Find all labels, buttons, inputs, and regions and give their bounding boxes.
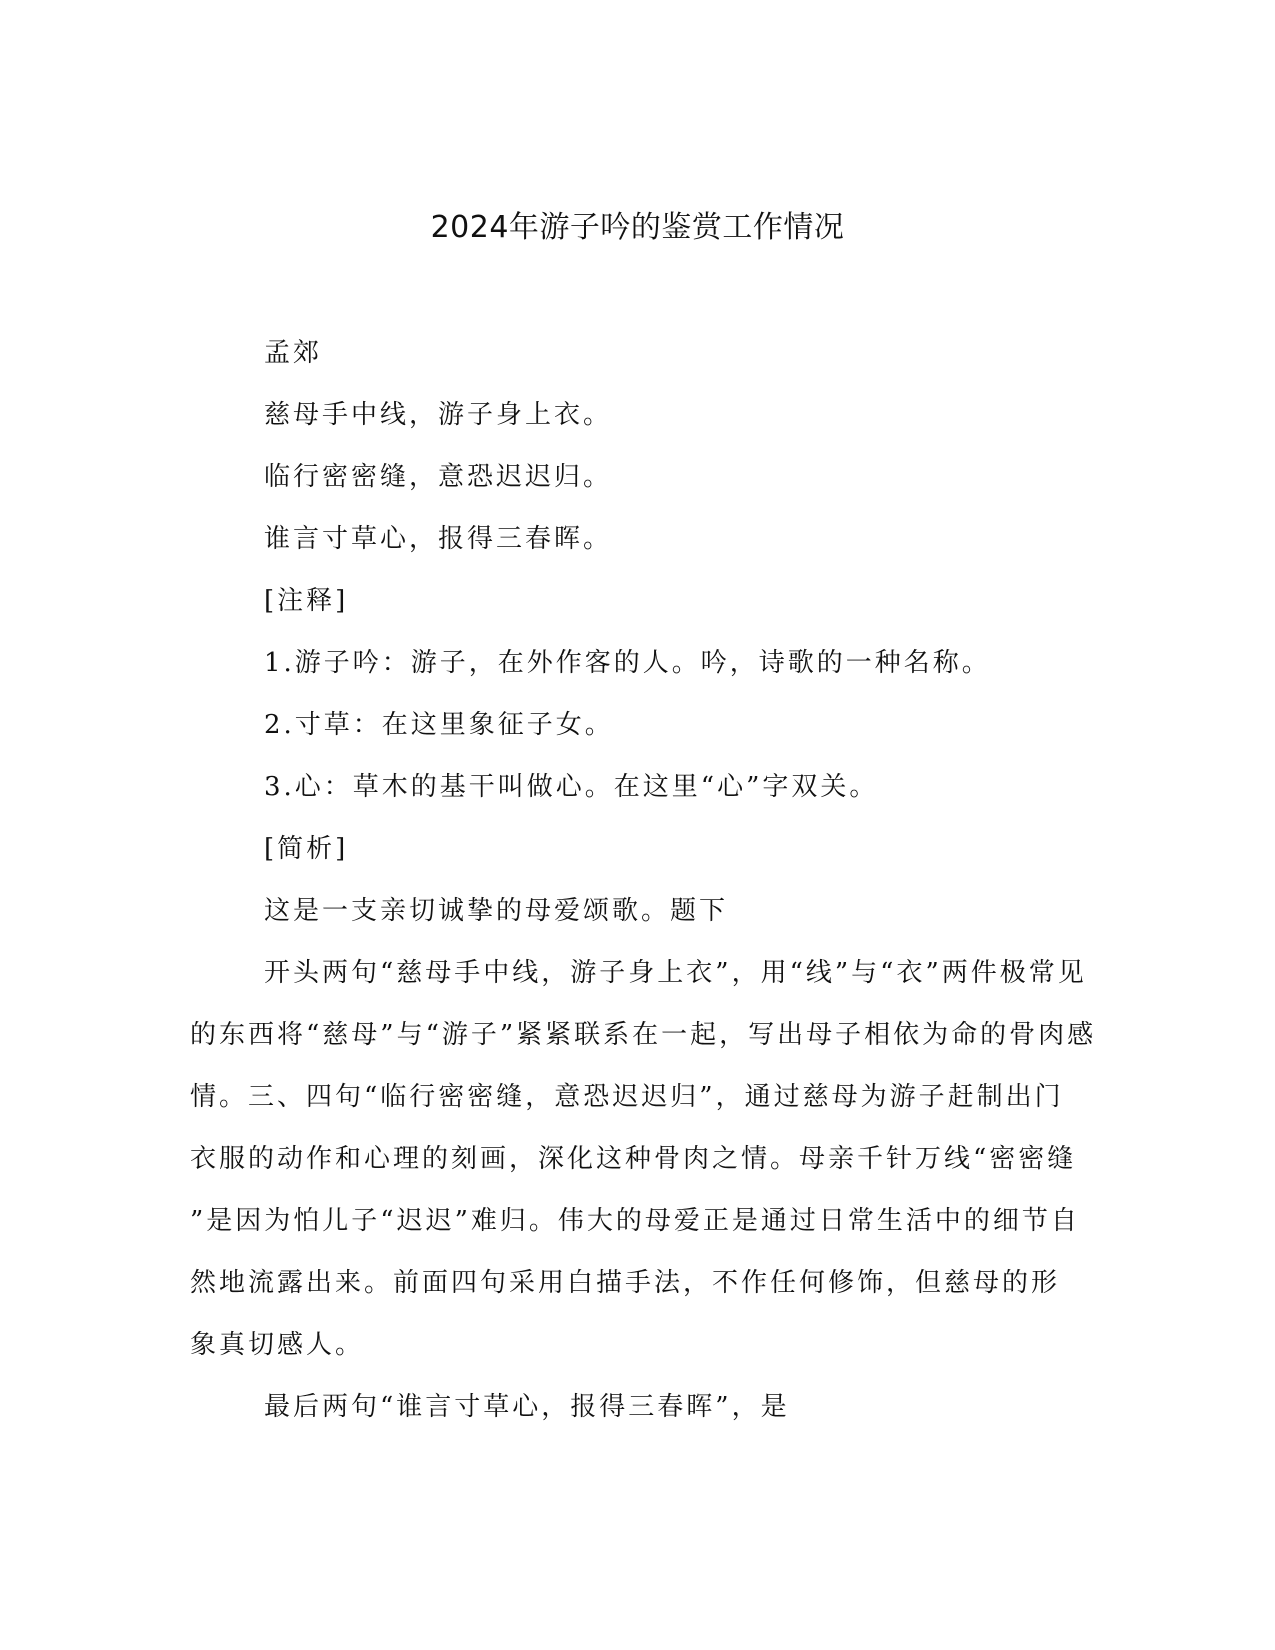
analysis-intro: 这是一支亲切诚挚的母爱颂歌。题下 [264,896,729,926]
analysis-heading: [简析] [264,834,349,864]
notes-heading: [注释] [264,586,349,616]
note-item: 3.心：草木的基干叫做心。在这里“心”字双关。 [264,772,879,802]
analysis-line-final: 最后两句“谁言寸草心，报得三春晖”，是 [264,1392,790,1422]
analysis-line: ”是因为怕儿子“迟迟”难归。伟大的母爱正是通过日常生活中的细节自 [190,1206,1080,1236]
analysis-line: 然地流露出来。前面四句采用白描手法，不作任何修饰，但慈母的形 [190,1268,1061,1298]
analysis-line: 衣服的动作和心理的刻画，深化这种骨肉之情。母亲千针万线“密密缝 [190,1144,1077,1174]
author-line: 孟郊 [264,338,323,368]
analysis-line: 开头两句“慈母手中线，游子身上衣”，用“线”与“衣”两件极常见 [264,958,1087,988]
poem-line: 临行密密缝，意恐迟迟归。 [264,462,613,492]
poem-line: 慈母手中线，游子身上衣。 [264,400,613,430]
note-item: 2.寸草：在这里象征子女。 [264,710,614,740]
document-body [190,322,1097,1438]
analysis-line: 的东西将“慈母”与“游子”紧紧联系在一起，写出母子相依为命的骨肉感 [190,1020,1097,1050]
document-title: 2024年游子吟的鉴赏工作情况 [430,210,845,245]
poem-line: 谁言寸草心，报得三春晖。 [264,524,613,554]
analysis-line: 象真切感人。 [190,1330,365,1360]
analysis-line: 情。三、四句“临行密密缝，意恐迟迟归”，通过慈母为游子赶制出门 [190,1082,1064,1112]
note-item: 1.游子吟：游子，在外作客的人。吟，诗歌的一种名称。 [264,648,991,678]
